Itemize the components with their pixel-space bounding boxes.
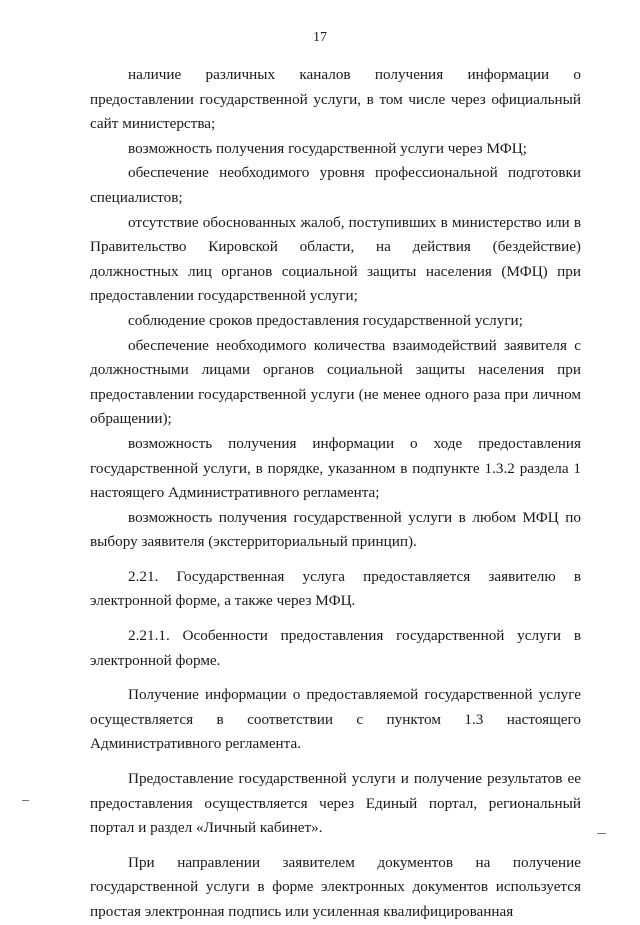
paragraph: отсутствие обоснованных жалоб, поступивших в министерство или в Правительство Кировской области, на действия (бездействие) должностных лиц органов социальной защиты населения (МФЦ) при предоставлении государственной услуги; bbox=[90, 213, 581, 305]
paragraph: обеспечение необходимого уровня профессиональной подготовки специалистов; bbox=[90, 164, 581, 206]
paragraph: 2.21. Государственная услуга предоставляется заявителю в электронной форме, а также через МФЦ. bbox=[90, 567, 581, 610]
paragraph: При направлении заявителем документов на получение государственной услуги в форме электронных документов используется простая электронная подпись или усиленная квалифицированная bbox=[90, 853, 581, 920]
paragraph: возможность получения государственной услуги через МФЦ; bbox=[128, 139, 527, 157]
document-body bbox=[90, 63, 581, 925]
page-number: 17 bbox=[313, 30, 327, 45]
paragraph: возможность получения государственной услуги в любом МФЦ по выбору заявителя (экстерриториальный принцип). bbox=[90, 508, 581, 551]
scan-mark bbox=[22, 800, 29, 801]
paragraph: соблюдение сроков предоставления государственной услуги; bbox=[128, 311, 523, 329]
paragraph: Предоставление государственной услуги и получение результатов ее предоставления осуществляется через Единый портал, региональный портал и раздел «Личный кабинет». bbox=[90, 770, 581, 837]
paragraph: возможность получения информации о ходе предоставления государственной услуги, в порядке, указанном в подпункте 1.3.2 раздела 1 настоящего Административного регламента; bbox=[90, 434, 581, 502]
scan-mark bbox=[597, 833, 606, 834]
paragraph: наличие различных каналов получения информации о предоставлении государственной услуги, в том числе через официальный сайт министерства; bbox=[90, 66, 581, 133]
paragraph: Получение информации о предоставляемой государственной услуге осуществляется в соответствии с пунктом 1.3 настоящего Административного регламента. bbox=[90, 686, 581, 753]
paragraph: 2.21.1. Особенности предоставления государственной услуги в электронной форме. bbox=[90, 627, 581, 669]
paragraph: обеспечение необходимого количества взаимодействий заявителя с должностными лицами органов социальной защиты населения при предоставлении государственной услуги (не менее одного раза при личном обращении); bbox=[90, 336, 581, 428]
